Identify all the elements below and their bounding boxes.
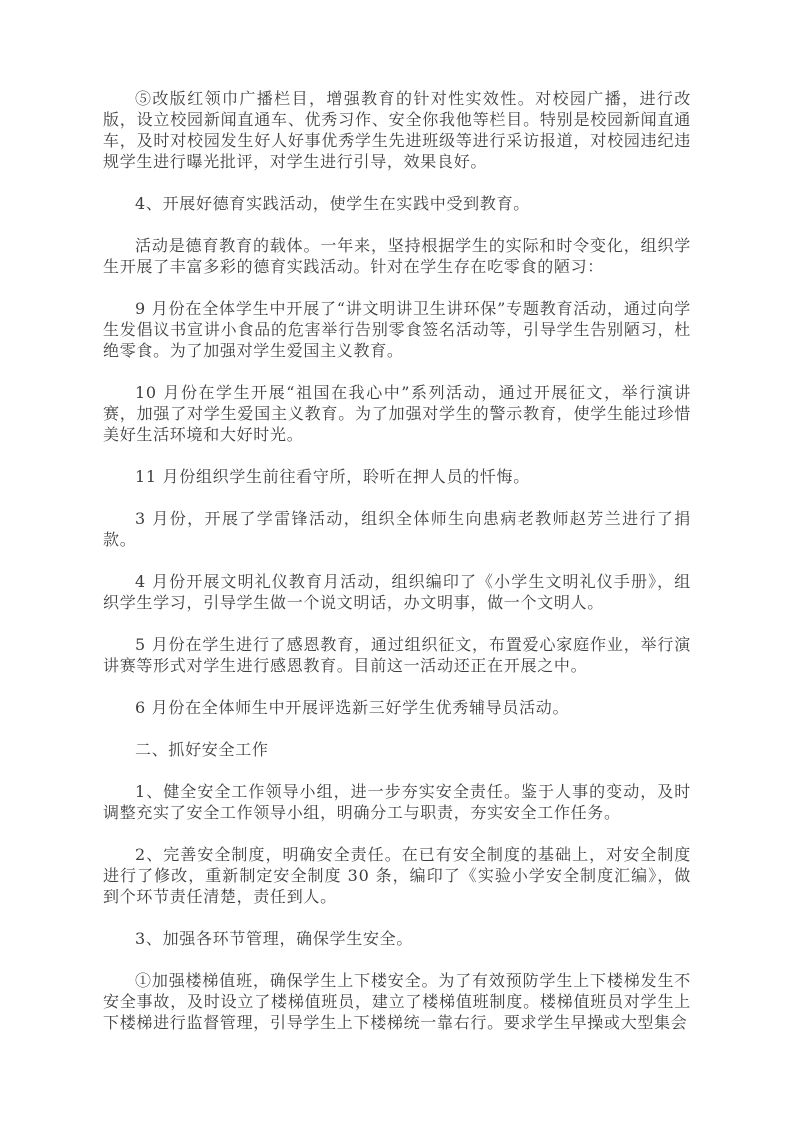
- section-heading-safety-work: 二、抓好安全工作: [135, 740, 269, 759]
- doc-paragraph-november: 11 月份组织学生前往看守所，聆听在押人员的忏悔。: [135, 467, 530, 486]
- doc-paragraph-broadcast-reform: ⑤改版红领巾广播栏目，增强教育的针对性实效性。对校园广播，进行改版，设立校园新闻直通车、优秀习作、安全你我他等栏目。特别是校园新闻直通车，及时对校园发生好人好事优秀学生先进班级等进行采访报道，对校园违纪违规学生进行曝光批评，对学生进行引导，效果良好。: [103, 89, 691, 171]
- document-content: [103, 88, 691, 1033]
- doc-paragraph-march: 3 月份，开展了学雷锋活动，组织全体师生向患病老教师赵芳兰进行了捐款。: [103, 509, 691, 549]
- doc-paragraph-april: 4 月份开展文明礼仪教育月活动，组织编印了《小学生文明礼仪手册》，组织学生学习，引导学生做一个说文明话，办文明事，做一个文明人。: [103, 572, 691, 612]
- doc-paragraph-safety-item2: 2、完善安全制度，明确安全责任。在已有安全制度的基础上，对安全制度进行了修改，重新制定安全制度 30 条，编印了《实验小学安全制度汇编》，做到个环节责任清楚，责任到人。: [103, 845, 691, 906]
- doc-paragraph-safety-item3: 3、加强各环节管理，确保学生安全。: [135, 929, 414, 948]
- doc-paragraph-item4-heading: 4、开展好德育实践活动，使学生在实践中受到教育。: [135, 194, 530, 213]
- doc-paragraph-june: 6 月份在全体师生中开展评选新三好学生优秀辅导员活动。: [135, 698, 570, 717]
- doc-paragraph-october: 10 月份在学生开展“祖国在我心中”系列活动，通过开展征文，举行演讲赛，加强了对学生爱国主义教育。为了加强对学生的警示教育，使学生能过珍惜美好生活环境和大好时光。: [103, 383, 691, 444]
- doc-paragraph-may: 5 月份在学生进行了感恩教育，通过组织征文，布置爱心家庭作业，举行演讲赛等形式对学生进行感恩教育。目前这一活动还正在开展之中。: [103, 635, 691, 675]
- doc-paragraph-september: 9 月份在全体学生中开展了“讲文明讲卫生讲环保”专题教育活动，通过向学生发倡议书宣讲小食品的危害举行告别零食签名活动等，引导学生告别陋习，杜绝零食。为了加强对学生爱国主义教育。: [103, 299, 691, 360]
- doc-paragraph-safety-item1: 1、健全安全工作领导小组，进一步夯实安全责任。鉴于人事的变动，及时调整充实了安全工作领导小组，明确分工与职责，夯实安全工作任务。: [103, 782, 691, 822]
- doc-paragraph-stair-duty: ①加强楼梯值班，确保学生上下楼安全。为了有效预防学生上下楼梯发生不安全事故，及时设立了楼梯值班员，建立了楼梯值班制度。楼梯值班员对学生上下楼梯进行监督管理，引导学生上下楼梯统一靠右行。要求学生早操或大型集会: [103, 971, 691, 1032]
- doc-paragraph-activities-intro: 活动是德育教育的载体。一年来，坚持根据学生的实际和时令变化，组织学生开展了丰富多彩的德育实践活动。针对在学生存在吃零食的陋习：: [103, 236, 691, 276]
